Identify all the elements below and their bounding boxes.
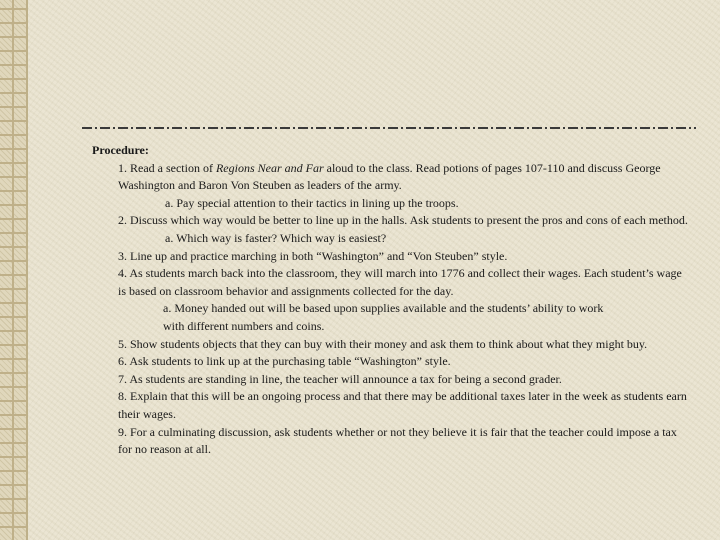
step-1 — [92, 160, 692, 195]
step-4: 4. As students march back into the classroom, they will march into 1776 and collect their wages. Each student’s wage is based on classroom behavior and assignments collected for the day. — [118, 266, 682, 298]
step-1-sub-a: a. Pay special attention to their tactics in lining up the troops. — [165, 195, 459, 210]
procedure-heading: Procedure: — [92, 143, 149, 157]
decorative-side-border — [0, 0, 28, 540]
step-2-sub-a: a. Which way is faster? Which way is easiest? — [165, 230, 387, 245]
step-4-sub-a-line-1: a. Money handed out will be based upon supplies available and the students’ ability to work — [163, 301, 604, 316]
procedure-section — [92, 142, 692, 459]
step-1-rest: aloud to the class. Read potions of pages 107-110 and discuss George Washington and Baron Von Steuben as leaders of the army. — [118, 160, 661, 193]
dashed-divider-line — [82, 124, 696, 132]
step-4-sub-a-line-2: with different numbers and coins. — [163, 318, 325, 333]
step-5: 5. Show students objects that they can buy with their money and ask them to think about what they might buy. — [118, 336, 648, 351]
step-6: 6. Ask students to link up at the purchasing table “Washington” style. — [118, 354, 451, 369]
step-8: 8. Explain that this will be an ongoing process and that there may be additional taxes later in the week as students earn their wages. — [118, 389, 687, 421]
step-1-prefix: 1. Read a section of — [118, 160, 216, 175]
step-9: 9. For a culminating discussion, ask students whether or not they believe it is fair that the teacher could impose a tax for no reason at all. — [118, 424, 677, 457]
step-3: 3. Line up and practice marching in both “Washington” and “Von Steuben” style. — [118, 248, 508, 263]
step-2: 2. Discuss which way would be better to line up in the halls. Ask students to present the pros and cons of each method. — [118, 213, 688, 228]
step-7: 7. As students are standing in line, the teacher will announce a tax for being a second grader. — [118, 371, 562, 386]
book-title: Regions Near and Far — [215, 160, 324, 175]
